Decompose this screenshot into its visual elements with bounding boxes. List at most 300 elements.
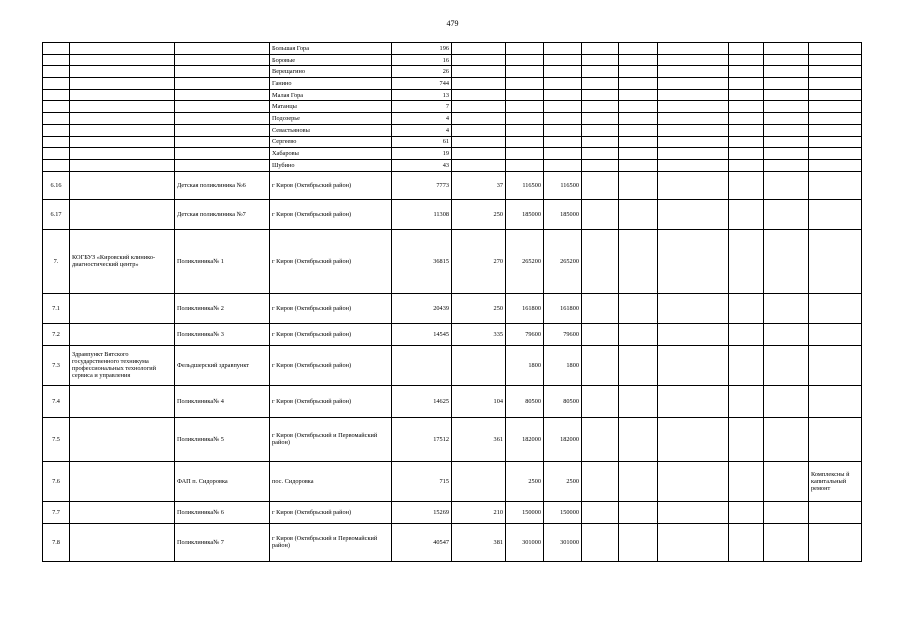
settlement-population: 16 [392,54,452,66]
settlement-name: Боровые [270,54,392,66]
empty-cell [658,148,729,160]
empty-cell [619,136,658,148]
empty-cell [43,148,70,160]
empty-cell [619,101,658,113]
empty-cell [809,66,862,78]
empty-cell [452,101,506,113]
empty-cell [729,159,764,171]
empty-cell [619,66,658,78]
settlement-name: Матанцы [270,101,392,113]
settlement-name: Подозерье [270,113,392,125]
value-2: 79600 [506,323,544,345]
empty-cell [729,523,764,561]
empty-cell [619,113,658,125]
settlement-row [43,159,862,171]
value-3: 301000 [544,523,582,561]
empty-cell [70,101,175,113]
empty-cell [43,78,70,90]
empty-cell [729,54,764,66]
empty-cell [729,78,764,90]
empty-cell [582,293,619,323]
empty-cell [506,101,544,113]
empty-cell [764,171,809,199]
facility-location: г Киров (Октябрьский район) [270,199,392,229]
settlement-population: 13 [392,89,452,101]
settlement-population: 196 [392,43,452,55]
table-row [43,461,862,501]
settlement-name: Малая Гора [270,89,392,101]
settlement-row [43,148,862,160]
empty-cell [619,501,658,523]
table-row [43,171,862,199]
empty-cell [582,78,619,90]
empty-cell [582,113,619,125]
empty-cell [619,171,658,199]
settlement-row [43,43,862,55]
table-row [43,417,862,461]
table-row [43,385,862,417]
note [809,523,862,561]
empty-cell [544,136,582,148]
organization-name: Здравпункт Вятского государственного техникума профессиональных технологий сервиса и управления [70,345,175,385]
value-1: 37 [452,171,506,199]
served-population: 11308 [392,199,452,229]
empty-cell [619,323,658,345]
empty-cell [582,501,619,523]
empty-cell [175,113,270,125]
facility-name: ФАП п. Сидоровка [175,461,270,501]
empty-cell [764,66,809,78]
empty-cell [764,229,809,293]
empty-cell [70,66,175,78]
empty-cell [70,54,175,66]
note [809,385,862,417]
empty-cell [729,148,764,160]
value-2: 1800 [506,345,544,385]
facility-name: Детская поликлиника №7 [175,199,270,229]
settlement-population: 744 [392,78,452,90]
empty-cell [809,124,862,136]
empty-cell [658,293,729,323]
note [809,171,862,199]
empty-cell [764,417,809,461]
value-3: 150000 [544,501,582,523]
empty-cell [809,113,862,125]
empty-cell [729,461,764,501]
settlement-row [43,101,862,113]
empty-cell [175,89,270,101]
facility-location: пос. Сидоровка [270,461,392,501]
empty-cell [452,66,506,78]
empty-cell [582,171,619,199]
empty-cell [764,124,809,136]
value-3: 79600 [544,323,582,345]
facility-location: г Киров (Октябрьский район) [270,501,392,523]
empty-cell [764,43,809,55]
empty-cell [175,101,270,113]
note [809,323,862,345]
empty-cell [544,43,582,55]
facility-location: г Киров (Октябрьский район) [270,171,392,199]
empty-cell [764,323,809,345]
served-population: 15269 [392,501,452,523]
settlement-row [43,136,862,148]
facility-name: Поликлиника№ 7 [175,523,270,561]
facility-location: г Киров (Октябрьский район) [270,293,392,323]
served-population: 17512 [392,417,452,461]
value-3: 185000 [544,199,582,229]
settlement-name: Севастьяновы [270,124,392,136]
settlement-name: Сергеево [270,136,392,148]
settlement-row [43,124,862,136]
empty-cell [452,136,506,148]
empty-cell [809,54,862,66]
empty-cell [764,136,809,148]
empty-cell [70,159,175,171]
empty-cell [582,89,619,101]
value-3: 116500 [544,171,582,199]
note [809,417,862,461]
empty-cell [658,417,729,461]
note: Комплексны й капитальный ремонт [809,461,862,501]
empty-cell [764,54,809,66]
settlement-name: Большая Гора [270,43,392,55]
empty-cell [544,89,582,101]
empty-cell [175,148,270,160]
value-3: 161800 [544,293,582,323]
organization-name [70,293,175,323]
empty-cell [70,78,175,90]
empty-cell [43,101,70,113]
settlement-population: 4 [392,113,452,125]
empty-cell [619,461,658,501]
empty-cell [43,124,70,136]
value-2: 116500 [506,171,544,199]
empty-cell [658,66,729,78]
document-table [42,42,862,562]
value-3: 80500 [544,385,582,417]
empty-cell [809,148,862,160]
empty-cell [70,148,175,160]
facility-name: Фельдшерский здравпункт [175,345,270,385]
empty-cell [809,136,862,148]
empty-cell [582,323,619,345]
empty-cell [582,124,619,136]
value-3: 2500 [544,461,582,501]
empty-cell [175,66,270,78]
served-population: 7773 [392,171,452,199]
table-row [43,229,862,293]
empty-cell [506,43,544,55]
empty-cell [452,78,506,90]
served-population: 36815 [392,229,452,293]
empty-cell [658,229,729,293]
value-1 [452,461,506,501]
facility-name: Детская поликлиника №6 [175,171,270,199]
value-3: 182000 [544,417,582,461]
value-1: 361 [452,417,506,461]
empty-cell [506,113,544,125]
table-row [43,199,862,229]
organization-name [70,323,175,345]
empty-cell [658,78,729,90]
empty-cell [70,113,175,125]
facility-name: Поликлиника№ 5 [175,417,270,461]
empty-cell [764,159,809,171]
table-row [43,501,862,523]
settlement-name: Хабаровы [270,148,392,160]
empty-cell [658,101,729,113]
empty-cell [582,43,619,55]
served-population: 14625 [392,385,452,417]
empty-cell [619,199,658,229]
empty-cell [506,136,544,148]
facility-location: г Киров (Октябрьский район) [270,345,392,385]
empty-cell [729,124,764,136]
empty-cell [452,148,506,160]
empty-cell [70,124,175,136]
empty-cell [764,148,809,160]
served-population: 40547 [392,523,452,561]
empty-cell [658,523,729,561]
empty-cell [175,43,270,55]
empty-cell [764,293,809,323]
empty-cell [175,159,270,171]
empty-cell [506,54,544,66]
empty-cell [619,148,658,160]
empty-cell [764,78,809,90]
empty-cell [544,159,582,171]
value-2: 161800 [506,293,544,323]
facility-location: г Киров (Октябрьский район) [270,323,392,345]
settlement-name: Шубино [270,159,392,171]
note [809,229,862,293]
empty-cell [619,229,658,293]
empty-cell [619,89,658,101]
settlement-row [43,66,862,78]
empty-cell [764,345,809,385]
empty-cell [582,54,619,66]
row-number: 7.8 [43,523,70,561]
empty-cell [43,136,70,148]
row-number: 6.16 [43,171,70,199]
empty-cell [544,66,582,78]
empty-cell [619,159,658,171]
value-1: 381 [452,523,506,561]
served-population: 715 [392,461,452,501]
value-1: 250 [452,293,506,323]
empty-cell [544,78,582,90]
row-number: 7.5 [43,417,70,461]
empty-cell [175,78,270,90]
value-3: 265200 [544,229,582,293]
facility-location: г Киров (Октябрьский район) [270,385,392,417]
empty-cell [582,159,619,171]
facility-name: Поликлиника№ 1 [175,229,270,293]
facility-name: Поликлиника№ 4 [175,385,270,417]
value-1: 335 [452,323,506,345]
served-population [392,345,452,385]
empty-cell [658,136,729,148]
facility-location: г Киров (Октябрьский и Первомайский район) [270,523,392,561]
empty-cell [544,148,582,160]
empty-cell [582,148,619,160]
empty-cell [452,159,506,171]
empty-cell [729,501,764,523]
note [809,199,862,229]
settlement-population: 19 [392,148,452,160]
row-number: 6.17 [43,199,70,229]
empty-cell [658,323,729,345]
empty-cell [582,461,619,501]
settlement-name: Верещагино [270,66,392,78]
value-2: 80500 [506,385,544,417]
empty-cell [70,89,175,101]
empty-cell [729,323,764,345]
empty-cell [452,89,506,101]
empty-cell [544,124,582,136]
empty-cell [809,159,862,171]
empty-cell [582,136,619,148]
settlement-population: 61 [392,136,452,148]
empty-cell [729,171,764,199]
empty-cell [729,385,764,417]
empty-cell [809,43,862,55]
empty-cell [729,229,764,293]
value-2: 182000 [506,417,544,461]
settlement-population: 43 [392,159,452,171]
empty-cell [175,54,270,66]
organization-name [70,461,175,501]
row-number: 7. [43,229,70,293]
empty-cell [729,199,764,229]
empty-cell [764,199,809,229]
facility-location: г Киров (Октябрьский район) [270,229,392,293]
empty-cell [43,43,70,55]
empty-cell [658,171,729,199]
value-2: 265200 [506,229,544,293]
empty-cell [764,461,809,501]
page-number: 479 [446,19,459,28]
settlement-row [43,78,862,90]
value-1: 210 [452,501,506,523]
value-1 [452,345,506,385]
empty-cell [582,101,619,113]
empty-cell [619,345,658,385]
value-2: 2500 [506,461,544,501]
empty-cell [658,54,729,66]
value-2: 301000 [506,523,544,561]
empty-cell [619,124,658,136]
empty-cell [175,124,270,136]
empty-cell [70,43,175,55]
empty-cell [619,43,658,55]
value-1: 270 [452,229,506,293]
facility-name: Поликлиника№ 3 [175,323,270,345]
empty-cell [729,43,764,55]
empty-cell [506,148,544,160]
empty-cell [729,136,764,148]
empty-cell [809,101,862,113]
facility-name: Поликлиника№ 6 [175,501,270,523]
empty-cell [764,385,809,417]
empty-cell [729,345,764,385]
row-number: 7.3 [43,345,70,385]
empty-cell [619,54,658,66]
table-row [43,523,862,561]
value-1: 250 [452,199,506,229]
empty-cell [582,66,619,78]
empty-cell [582,345,619,385]
served-population: 14545 [392,323,452,345]
note [809,293,862,323]
empty-cell [729,66,764,78]
empty-cell [809,78,862,90]
settlement-population: 4 [392,124,452,136]
empty-cell [764,101,809,113]
empty-cell [582,523,619,561]
empty-cell [452,124,506,136]
organization-name: КОГБУЗ «Кировский клинико-диагностический центр» [70,229,175,293]
settlement-name: Ганино [270,78,392,90]
value-1: 104 [452,385,506,417]
settlement-population: 26 [392,66,452,78]
empty-cell [729,113,764,125]
empty-cell [544,101,582,113]
table-row [43,293,862,323]
empty-cell [582,385,619,417]
empty-cell [658,385,729,417]
empty-cell [619,293,658,323]
empty-cell [506,66,544,78]
empty-cell [658,89,729,101]
empty-cell [764,523,809,561]
empty-cell [619,385,658,417]
empty-cell [506,89,544,101]
table-row [43,323,862,345]
empty-cell [619,523,658,561]
empty-cell [729,89,764,101]
organization-name [70,385,175,417]
empty-cell [658,345,729,385]
empty-cell [452,43,506,55]
empty-cell [809,89,862,101]
empty-cell [452,54,506,66]
table-row [43,345,862,385]
facility-location: г Киров (Октябрьский и Первомайский район) [270,417,392,461]
empty-cell [43,113,70,125]
empty-cell [43,159,70,171]
organization-name [70,523,175,561]
facility-name: Поликлиника№ 2 [175,293,270,323]
empty-cell [658,199,729,229]
organization-name [70,501,175,523]
row-number: 7.4 [43,385,70,417]
empty-cell [658,461,729,501]
empty-cell [506,124,544,136]
settlement-row [43,54,862,66]
empty-cell [729,293,764,323]
empty-cell [43,89,70,101]
table-body [43,43,862,562]
value-2: 150000 [506,501,544,523]
empty-cell [764,113,809,125]
empty-cell [452,113,506,125]
empty-cell [43,54,70,66]
empty-cell [43,66,70,78]
empty-cell [658,43,729,55]
empty-cell [506,78,544,90]
